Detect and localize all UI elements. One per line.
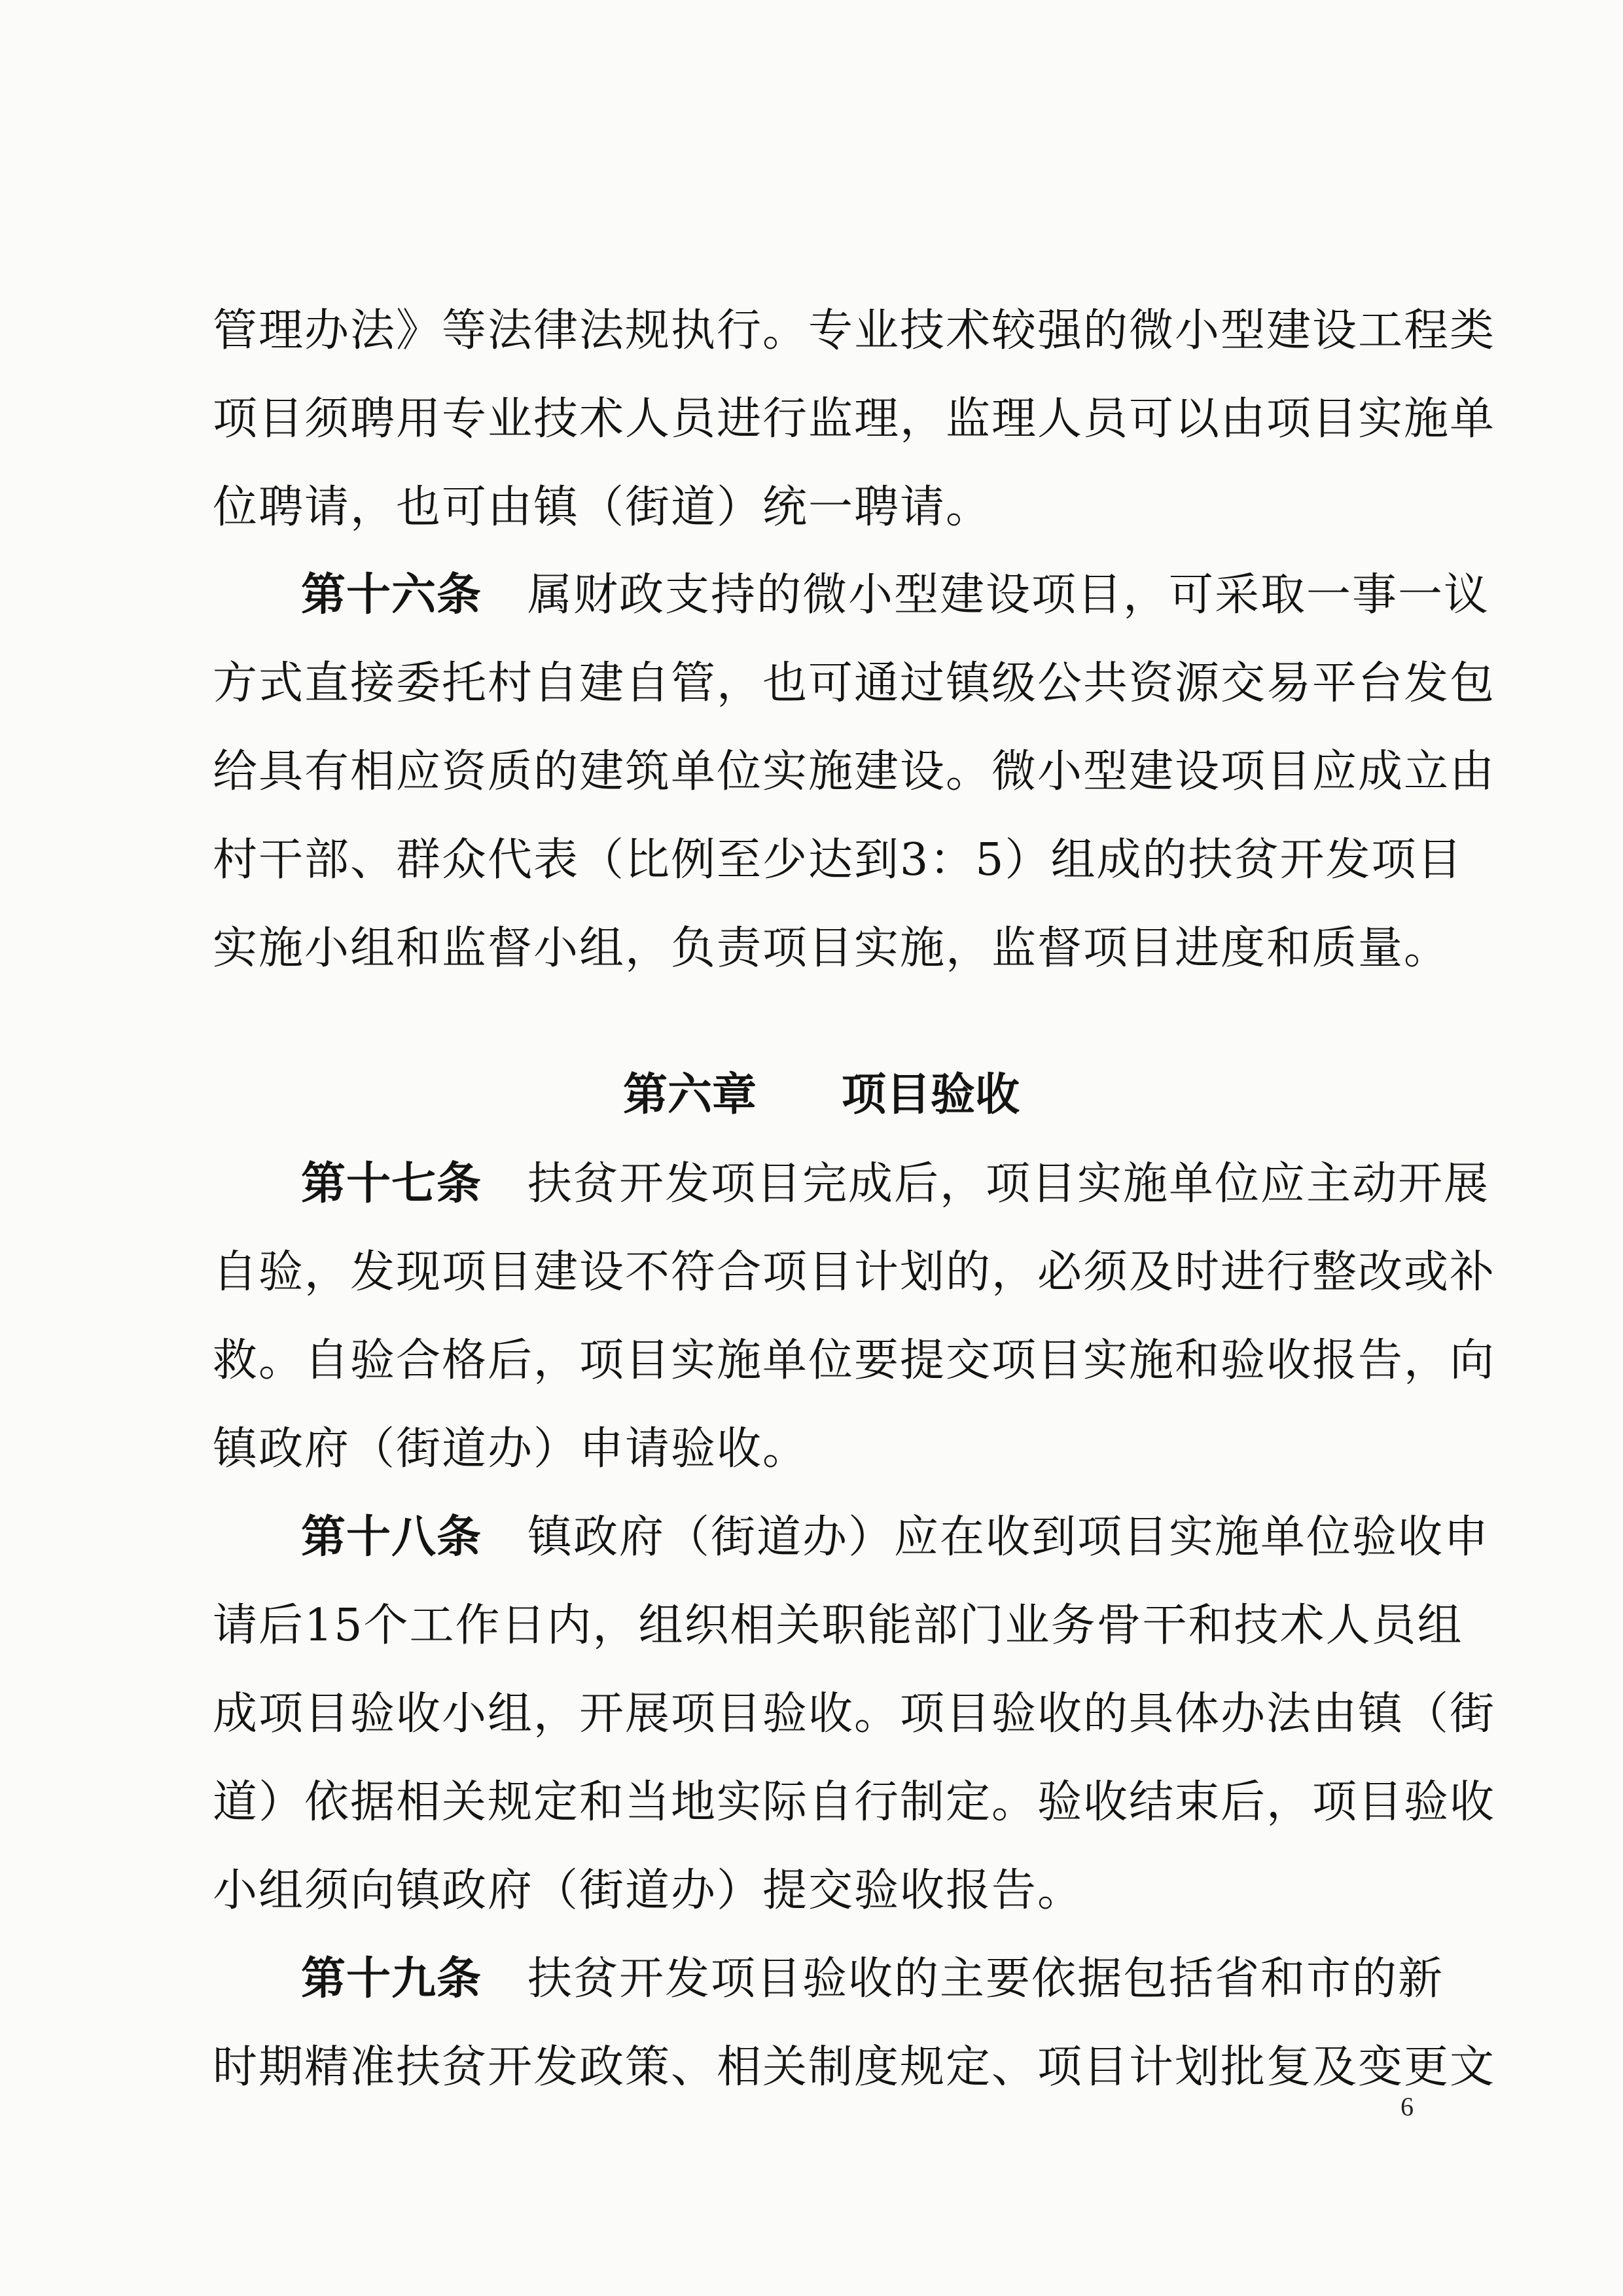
article-label: 第十九条 bbox=[301, 1953, 482, 2005]
text-line: 实施小组和监督小组，负责项目实施，监督项目进度和质量。 bbox=[213, 923, 1450, 974]
text-line: 项目须聘用专业技术人员进行监理，监理人员可以由项目实施单 bbox=[213, 393, 1496, 445]
text-line: 自验，发现项目建设不符合项目计划的，必须及时进行整改或补 bbox=[213, 1246, 1496, 1298]
article-label: 第十八条 bbox=[301, 1511, 482, 1563]
text-line: 道）依据相关规定和当地实际自行制定。验收结束后，项目验收 bbox=[213, 1776, 1496, 1828]
article-text: 镇政府（街道办）应在收到项目实施单位验收申 bbox=[527, 1511, 1490, 1563]
article-text: 扶贫开发项目完成后，项目实施单位应主动开展 bbox=[527, 1158, 1490, 1210]
text-line bbox=[213, 563, 1490, 628]
text-line bbox=[213, 1505, 1490, 1570]
page-number: 6 bbox=[1400, 2092, 1414, 2121]
article-label: 第十六条 bbox=[301, 569, 482, 621]
article-text: 扶贫开发项目验收的主要依据包括省和市的新 bbox=[527, 1953, 1444, 2005]
text-line bbox=[213, 1152, 1490, 1217]
text-line bbox=[213, 1947, 1444, 2012]
text-line: 村干部、群众代表（比例至少达到3：5）组成的扶贫开发项目 bbox=[213, 834, 1463, 886]
text-line: 方式直接委托村自建自管，也可通过镇级公共资源交易平台发包 bbox=[213, 658, 1496, 709]
text-line: 位聘请，也可由镇（街道）统一聘请。 bbox=[213, 482, 992, 533]
text-line: 成项目验收小组，开展项目验收。项目验收的具体办法由镇（街 bbox=[213, 1688, 1496, 1740]
chapter-number: 第六章 bbox=[622, 1069, 757, 1121]
article-text: 属财政支持的微小型建设项目，可采取一事一议 bbox=[527, 569, 1490, 621]
article-label: 第十七条 bbox=[301, 1158, 482, 1210]
text-line: 时期精准扶贫开发政策、相关制度规定、项目计划批复及变更文 bbox=[213, 2041, 1496, 2093]
chapter-title: 项目验收 bbox=[842, 1069, 1020, 1121]
text-line: 管理办法》等法律法规执行。专业技术较强的微小型建设工程类 bbox=[213, 305, 1496, 357]
text-line: 镇政府（街道办）申请验收。 bbox=[213, 1423, 809, 1475]
text-line: 给具有相应资质的建筑单位实施建设。微小型建设项目应成立由 bbox=[213, 746, 1496, 798]
text-line: 请后15个工作日内，组织相关职能部门业务骨干和技术人员组 bbox=[213, 1600, 1463, 1651]
text-line: 救。自验合格后，项目实施单位要提交项目实施和验收报告，向 bbox=[213, 1335, 1496, 1386]
text-line: 小组须向镇政府（街道办）提交验收报告。 bbox=[213, 1865, 1084, 1916]
chapter-heading bbox=[213, 1063, 1430, 1128]
